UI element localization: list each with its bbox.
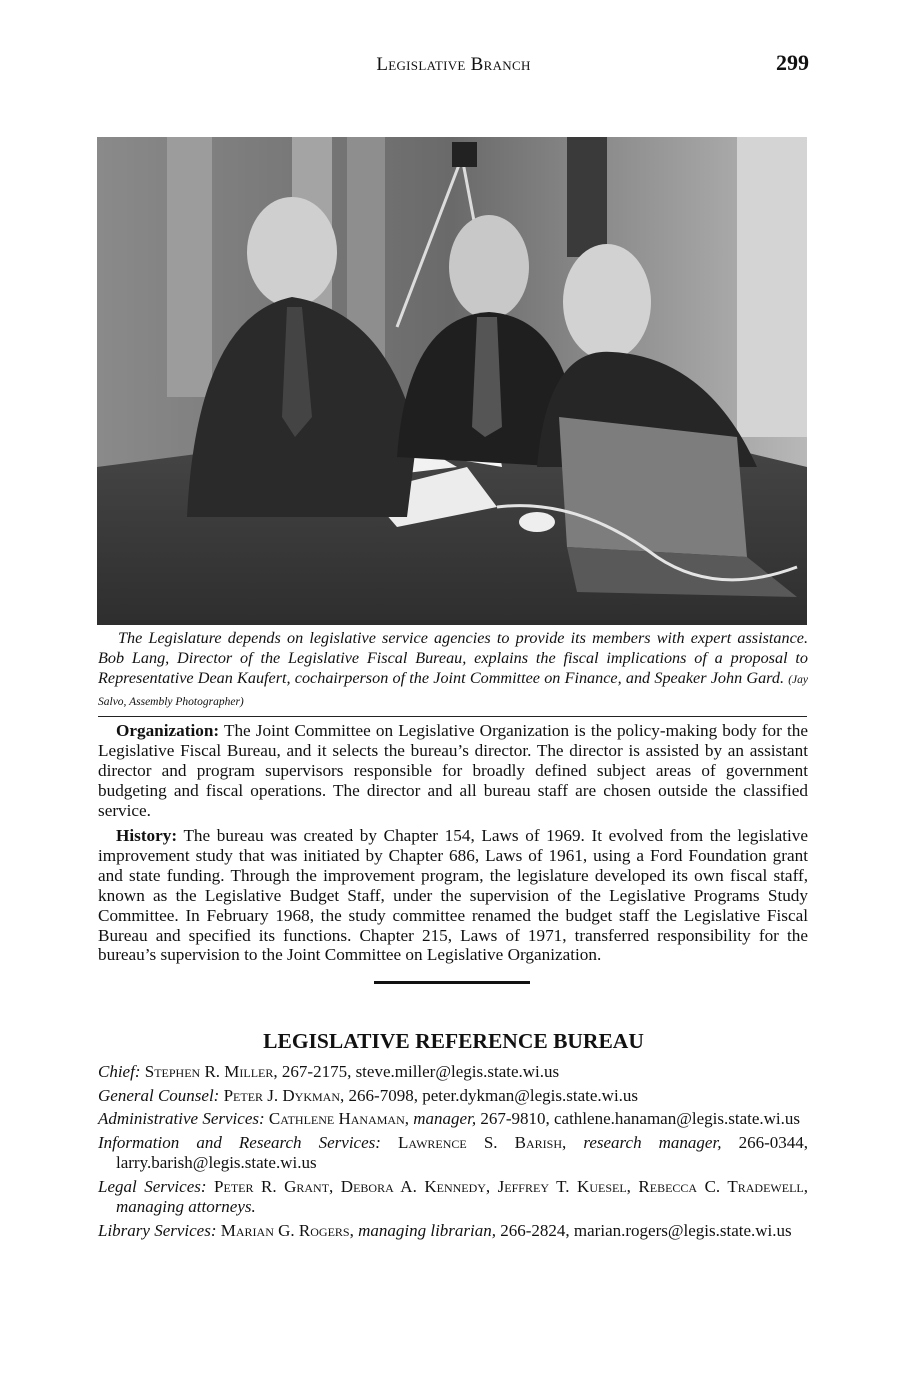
staff-details: 267-2175, steve.miller@legis.state.wi.us: [281, 1062, 560, 1081]
staff-name: Peter R. Grant, Debora A. Kennedy, Jeffrey T. Kuesel, Rebecca C. Tradewell,: [214, 1176, 808, 1196]
photo-caption: [98, 628, 808, 712]
section-title: LEGISLATIVE REFERENCE BUREAU: [263, 1029, 644, 1053]
running-head: Legislative Branch: [376, 54, 531, 75]
staff-entry: [98, 1133, 808, 1174]
staff-role: manager,: [413, 1109, 477, 1128]
staff-name: Stephen R. Miller,: [144, 1062, 278, 1081]
staff-unit: Legal Services:: [98, 1176, 207, 1196]
staff-role: managing librarian,: [358, 1220, 496, 1240]
history-text: The bureau was created by Chapter 154, Laws of 1969. It evolved from the legislative improvement study that was initiated by Chapter 686, Laws of 1961, using a Ford Foundation grant and state funding. Through the improvement program, the legislature developed its own fiscal staff, known as the Legislative Budget Staff, under the supervision of the Legislative Programs Study Committee. In February 1968, the study committee renamed the budget staff the Legislative Fiscal Bureau and specified its functions. Chapter 215, Laws of 1971, transferred responsibility for the bureau’s supervision to the Joint Committee on Legislative Organization.: [98, 826, 808, 965]
page-number: 299: [776, 50, 809, 75]
history-label: History:: [116, 826, 178, 845]
staff-name: Marian G. Rogers,: [220, 1220, 354, 1240]
organization-label: Organization:: [116, 721, 220, 740]
staff-unit: General Counsel:: [98, 1085, 220, 1105]
staff-role: research manager,: [583, 1132, 722, 1152]
staff-role: managing attorneys.: [116, 1197, 256, 1216]
staff-list: [98, 1062, 808, 1244]
photo: [97, 137, 807, 625]
staff-unit: Library Services:: [98, 1220, 217, 1240]
section-divider: [374, 981, 530, 984]
organization-text: The Joint Committee on Legislative Organization is the policy-making body for the Legislative Fiscal Bureau, and it selects the bureau’s director. The director is assisted by an assistant director and program supervisors responsible for broadly defined subject areas of government budgeting and fiscal operations. The director and all bureau staff are chosen outside the classified service.: [98, 721, 808, 820]
history-paragraph: [98, 826, 808, 965]
staff-unit: Administrative Services:: [98, 1109, 265, 1128]
caption-text: The Legislature depends on legislative service agencies to provide its members with expert assistance. Bob Lang, Director of the Legislative Fiscal Bureau, explains the fiscal implications of a proposal to Representative Dean Kaufert, cochairperson of the Joint Committee on Finance, and Speaker John Gard.: [98, 629, 808, 687]
staff-entry: [98, 1221, 808, 1242]
staff-entry: [98, 1086, 808, 1107]
staff-unit: Chief:: [98, 1062, 141, 1081]
staff-name: Lawrence S. Barish,: [398, 1132, 567, 1152]
organization-paragraph: [98, 721, 808, 821]
staff-name: Peter J. Dykman,: [223, 1085, 345, 1105]
staff-name: Cathlene Hanaman,: [268, 1109, 410, 1128]
photo-credit: (Jay Salvo, Assembly Photographer): [98, 674, 809, 708]
staff-unit: Information and Research Services:: [98, 1132, 381, 1152]
staff-entry: [98, 1062, 808, 1083]
staff-details: 266-0344, larry.barish@legis.state.wi.us: [116, 1132, 808, 1172]
staff-details: 266-7098, peter.dykman@legis.state.wi.us: [348, 1085, 639, 1105]
staff-entry: [98, 1177, 808, 1218]
staff-details: 266-2824, marian.rogers@legis.state.wi.us: [500, 1220, 792, 1240]
staff-details: 267-9810, cathlene.hanaman@legis.state.wi.us: [480, 1109, 801, 1128]
caption-rule: [98, 716, 807, 717]
staff-entry: [98, 1109, 808, 1130]
